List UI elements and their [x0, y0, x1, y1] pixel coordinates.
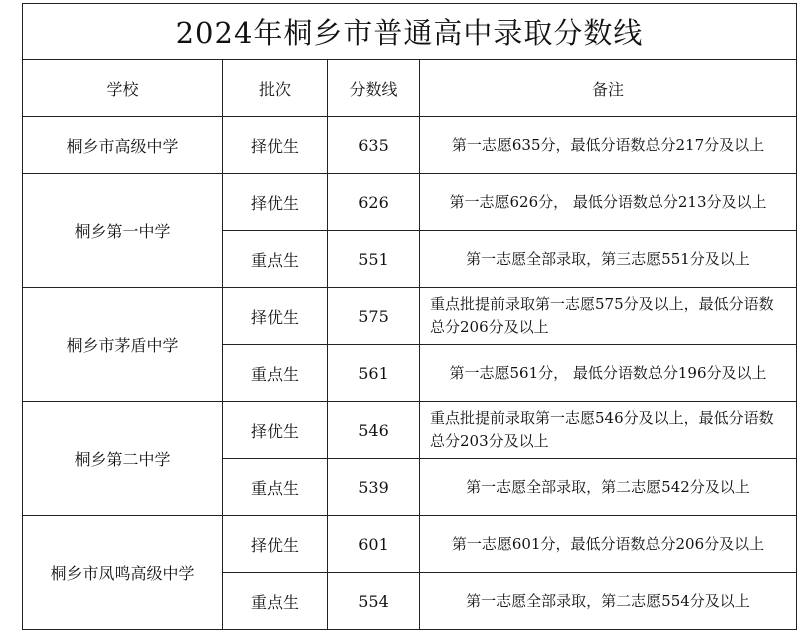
batch-cell: 择优生: [223, 288, 328, 345]
header-school: 学校: [23, 60, 223, 117]
table-title: 2024年桐乡市普通高中录取分数线: [23, 4, 797, 60]
score-cell: 635: [328, 117, 420, 174]
note-cell: 第一志愿全部录取，第二志愿542分及以上: [420, 459, 797, 516]
table-row: [23, 174, 797, 231]
note-cell: 重点批提前录取第一志愿546分及以上，最低分语数总分203分及以上: [420, 402, 797, 459]
score-cell: 626: [328, 174, 420, 231]
note-cell: 第一志愿626分， 最低分语数总分213分及以上: [420, 174, 797, 231]
table-row: [23, 402, 797, 459]
header-score: 分数线: [328, 60, 420, 117]
score-cell: 546: [328, 402, 420, 459]
school-name: 桐乡市凤鸣高级中学: [23, 516, 223, 630]
school-name: 桐乡市高级中学: [23, 117, 223, 174]
batch-cell: 重点生: [223, 459, 328, 516]
note-cell: 第一志愿561分， 最低分语数总分196分及以上: [420, 345, 797, 402]
admission-score-table: [22, 3, 797, 630]
note-cell: 第一志愿全部录取，第三志愿551分及以上: [420, 231, 797, 288]
school-name: 桐乡市茅盾中学: [23, 288, 223, 402]
note-cell: 第一志愿635分，最低分语数总分217分及以上: [420, 117, 797, 174]
note-cell: 第一志愿全部录取，第二志愿554分及以上: [420, 573, 797, 630]
batch-cell: 择优生: [223, 174, 328, 231]
school-name: 桐乡第二中学: [23, 402, 223, 516]
table-row: [23, 288, 797, 345]
school-name: 桐乡第一中学: [23, 174, 223, 288]
header-note: 备注: [420, 60, 797, 117]
batch-cell: 重点生: [223, 231, 328, 288]
header-row: [23, 60, 797, 117]
note-cell: 第一志愿601分，最低分语数总分206分及以上: [420, 516, 797, 573]
table-row: [23, 117, 797, 174]
batch-cell: 重点生: [223, 573, 328, 630]
batch-cell: 择优生: [223, 402, 328, 459]
batch-cell: 择优生: [223, 516, 328, 573]
score-cell: 539: [328, 459, 420, 516]
batch-cell: 择优生: [223, 117, 328, 174]
score-table-container: [22, 3, 797, 630]
note-cell: 重点批提前录取第一志愿575分及以上，最低分语数总分206分及以上: [420, 288, 797, 345]
score-cell: 554: [328, 573, 420, 630]
batch-cell: 重点生: [223, 345, 328, 402]
header-batch: 批次: [223, 60, 328, 117]
score-cell: 561: [328, 345, 420, 402]
score-cell: 601: [328, 516, 420, 573]
score-cell: 575: [328, 288, 420, 345]
score-cell: 551: [328, 231, 420, 288]
table-row: [23, 516, 797, 573]
